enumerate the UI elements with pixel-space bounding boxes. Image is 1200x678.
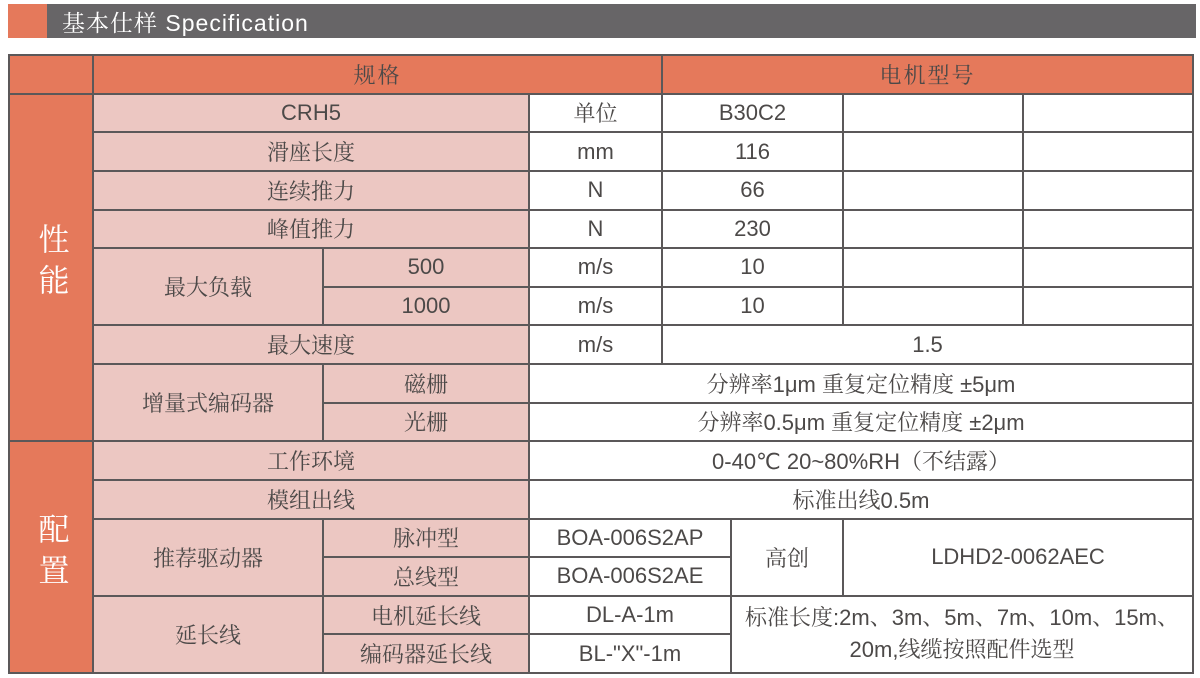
empty-cell: [843, 210, 1023, 249]
section-performance-label: 性能: [33, 223, 69, 306]
cell-extension-label: 延长线: [93, 596, 323, 673]
cell-extension-value1: DL-A-1m: [529, 596, 731, 635]
cell-max-speed-unit: m/s: [529, 325, 662, 364]
table-row: [9, 55, 1193, 94]
table-row: [9, 94, 1193, 133]
table-row: [9, 210, 1193, 249]
cell-slide-length-value: 116: [662, 132, 843, 171]
cell-slide-length-unit: mm: [529, 132, 662, 171]
cell-driver-brand: 高创: [731, 519, 843, 596]
table-row: [9, 480, 1193, 519]
cell-module-wire-value: 标准出线0.5m: [529, 480, 1193, 519]
title-accent-square: [8, 4, 48, 38]
table-row: [9, 441, 1193, 480]
cell-driver-label: 推荐驱动器: [93, 519, 323, 596]
cell-driver-sub1: 脉冲型: [323, 519, 529, 558]
empty-cell: [843, 248, 1023, 287]
section-title-bar: [8, 4, 1196, 38]
empty-cell: [1023, 248, 1193, 287]
table-row: [9, 248, 1193, 287]
table-row: [9, 519, 1193, 558]
cell-extension-sub1: 电机延长线: [323, 596, 529, 635]
cell-driver-brand-model: LDHD2-0062AEC: [843, 519, 1193, 596]
table-row: [9, 132, 1193, 171]
cell-max-speed-label: 最大速度: [93, 325, 529, 364]
cell-peak-force-unit: N: [529, 210, 662, 249]
specification-table: [8, 54, 1194, 674]
cell-peak-force-value: 230: [662, 210, 843, 249]
cell-model-unit: 单位: [529, 94, 662, 133]
empty-cell: [843, 287, 1023, 326]
section-performance-cell: [9, 94, 93, 442]
cell-max-speed-value: 1.5: [662, 325, 1193, 364]
table-row: [9, 171, 1193, 210]
cell-encoder-label: 增量式编码器: [93, 364, 323, 441]
cell-max-load-sub2: 1000: [323, 287, 529, 326]
cell-driver-sub2: 总线型: [323, 557, 529, 596]
cell-driver-value2: BOA-006S2AE: [529, 557, 731, 596]
cell-peak-force-label: 峰值推力: [93, 210, 529, 249]
cell-max-load-value2: 10: [662, 287, 843, 326]
corner-cell: [9, 55, 93, 94]
cell-extension-sub2: 编码器延长线: [323, 634, 529, 673]
cell-extension-note: 标准长度:2m、3m、5m、7m、10m、15m、20m,线缆按照配件选型: [731, 596, 1193, 673]
cell-encoder-value1: 分辨率1μm 重复定位精度 ±5μm: [529, 364, 1193, 403]
empty-cell: [1023, 287, 1193, 326]
cell-encoder-value2: 分辨率0.5μm 重复定位精度 ±2μm: [529, 403, 1193, 442]
cell-max-load-value1: 10: [662, 248, 843, 287]
cell-continuous-force-unit: N: [529, 171, 662, 210]
page-title: 基本仕样 Specification: [62, 9, 309, 36]
cell-max-load-sub1: 500: [323, 248, 529, 287]
cell-module-wire-label: 模组出线: [93, 480, 529, 519]
cell-environment-value: 0-40℃ 20~80%RH（不结露）: [529, 441, 1193, 480]
title-bar-background: [47, 4, 1196, 38]
empty-cell: [843, 94, 1023, 133]
cell-max-load-label: 最大负载: [93, 248, 323, 325]
cell-environment-label: 工作环境: [93, 441, 529, 480]
header-motor-model: 电机型号: [662, 55, 1193, 94]
empty-cell: [843, 132, 1023, 171]
empty-cell: [1023, 94, 1193, 133]
section-config-cell: [9, 441, 93, 673]
cell-encoder-sub1: 磁栅: [323, 364, 529, 403]
cell-encoder-sub2: 光栅: [323, 403, 529, 442]
empty-cell: [843, 171, 1023, 210]
cell-slide-length-label: 滑座长度: [93, 132, 529, 171]
empty-cell: [1023, 210, 1193, 249]
header-spec: 规格: [93, 55, 662, 94]
table-row: [9, 325, 1193, 364]
empty-cell: [1023, 132, 1193, 171]
cell-continuous-force-label: 连续推力: [93, 171, 529, 210]
cell-max-load-unit1: m/s: [529, 248, 662, 287]
cell-driver-value1: BOA-006S2AP: [529, 519, 731, 558]
cell-max-load-unit2: m/s: [529, 287, 662, 326]
empty-cell: [1023, 171, 1193, 210]
cell-continuous-force-value: 66: [662, 171, 843, 210]
table-row: [9, 596, 1193, 635]
section-config-label: 配置: [33, 513, 69, 596]
table-row: [9, 364, 1193, 403]
cell-model-value: B30C2: [662, 94, 843, 133]
cell-model-label: CRH5: [93, 94, 529, 133]
cell-extension-value2: BL-"X"-1m: [529, 634, 731, 673]
